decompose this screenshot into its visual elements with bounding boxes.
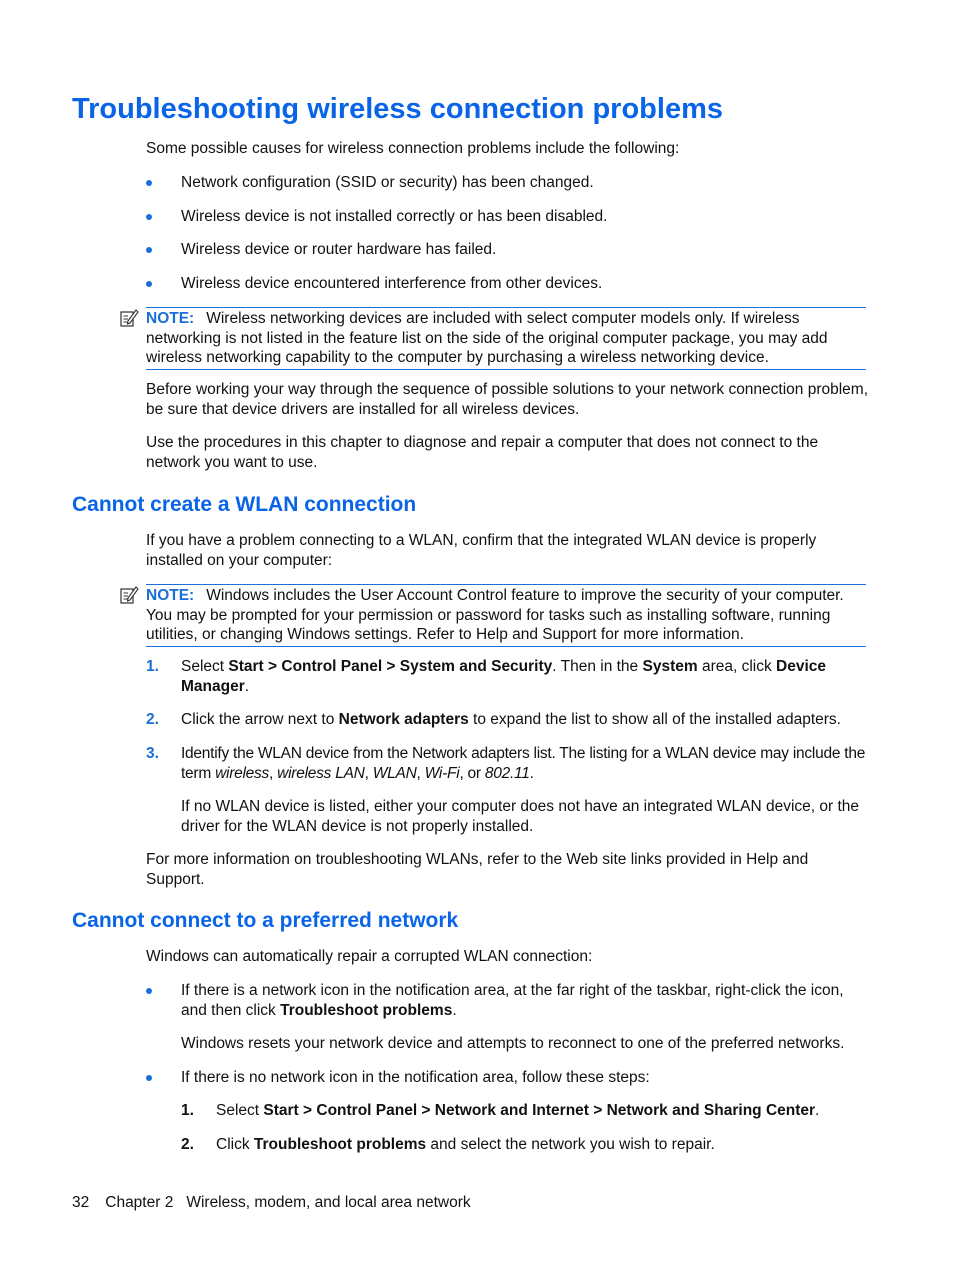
list-item: If there is a network icon in the notification area, at the far right of the taskbar, right-click the icon, and then click Troubleshoot problems. xyxy=(181,982,844,1019)
list-item: Wireless device is not installed correctly or has been disabled. xyxy=(181,208,608,225)
note-icon xyxy=(119,585,139,605)
bullet-icon xyxy=(146,988,152,994)
list-item: Network configuration (SSID or security) has been changed. xyxy=(181,174,594,191)
section-heading-preferred: Cannot connect to a preferred network xyxy=(72,909,459,932)
substep-text: Select Start > Control Panel > Network and Internet > Network and Sharing Center. xyxy=(216,1102,820,1119)
page-number: 32 xyxy=(72,1194,90,1211)
page-title: Troubleshooting wireless connection problems xyxy=(72,93,723,125)
list-item: Wireless device encountered interference from other devices. xyxy=(181,275,603,292)
note-text: Wireless networking devices are included with select computer models only. If wireless networking is not listed in the feature list on the side of the original computer package, you may add wireless networking capability to the computer by purchasing a wireless networking device. xyxy=(146,310,828,367)
bullet-icon xyxy=(146,247,152,253)
section-heading-wlan: Cannot create a WLAN connection xyxy=(72,493,417,516)
page-footer xyxy=(72,1193,487,1213)
list-item-subtext: Windows resets your network device and attempts to reconnect to one of the preferred networks. xyxy=(181,1035,845,1052)
substep-text: Click Troubleshoot problems and select the network you wish to repair. xyxy=(216,1136,715,1153)
note-label: NOTE: xyxy=(146,310,195,327)
list-item: If there is no network icon in the notification area, follow these steps: xyxy=(181,1069,650,1086)
bullet-icon xyxy=(146,1075,152,1081)
section1-intro: If you have a problem connecting to a WLAN, confirm that the integrated WLAN device is properly installed on your computer: xyxy=(146,532,817,569)
note-label: NOTE: xyxy=(146,587,195,604)
section2-intro: Windows can automatically repair a corrupted WLAN connection: xyxy=(146,948,593,965)
use-paragraph: Use the procedures in this chapter to diagnose and repair a computer that does not connect to the network you want to use. xyxy=(146,434,819,471)
step-subtext: If no WLAN device is listed, either your computer does not have an integrated WLAN device, or the driver for the WLAN device is not properly installed. xyxy=(181,798,860,835)
before-paragraph: Before working your way through the sequence of possible solutions to your network connection problem, be sure that device drivers are installed for all wireless devices. xyxy=(146,381,869,418)
step-text: Select Start > Control Panel > System and Security. Then in the System area, click Device Manager. xyxy=(181,658,827,695)
substep-number: 1. xyxy=(181,1102,194,1119)
step-text: Identify the WLAN device from the Network adapters list. The listing for a WLAN device may include the term wireless, wireless LAN, WLAN, Wi-Fi, or 802.11. xyxy=(181,745,866,782)
bullet-icon xyxy=(146,281,152,287)
bullet-icon xyxy=(146,180,152,186)
more-info-paragraph: For more information on troubleshooting WLANs, refer to the Web site links provided in Help and Support. xyxy=(146,851,809,888)
note-text: Windows includes the User Account Control feature to improve the security of your computer. You may be prompted for your permission or password for tasks such as installing software, running utilities, or changing Windows settings. Refer to Help and Support for more information. xyxy=(146,587,844,644)
step-number: 2. xyxy=(146,711,159,728)
chapter-label: Chapter 2 xyxy=(105,1194,174,1211)
step-number: 3. xyxy=(146,745,159,762)
note-icon xyxy=(119,308,139,328)
substep-number: 2. xyxy=(181,1136,194,1153)
note-box xyxy=(146,584,866,647)
list-item: Wireless device or router hardware has failed. xyxy=(181,241,497,258)
note-box xyxy=(146,307,866,370)
step-text: Click the arrow next to Network adapters to expand the list to show all of the installed adapters. xyxy=(181,711,841,728)
chapter-title: Wireless, modem, and local area network xyxy=(186,1194,471,1211)
intro-paragraph: Some possible causes for wireless connection problems include the following: xyxy=(146,140,680,157)
bullet-icon xyxy=(146,214,152,220)
step-number: 1. xyxy=(146,658,159,675)
